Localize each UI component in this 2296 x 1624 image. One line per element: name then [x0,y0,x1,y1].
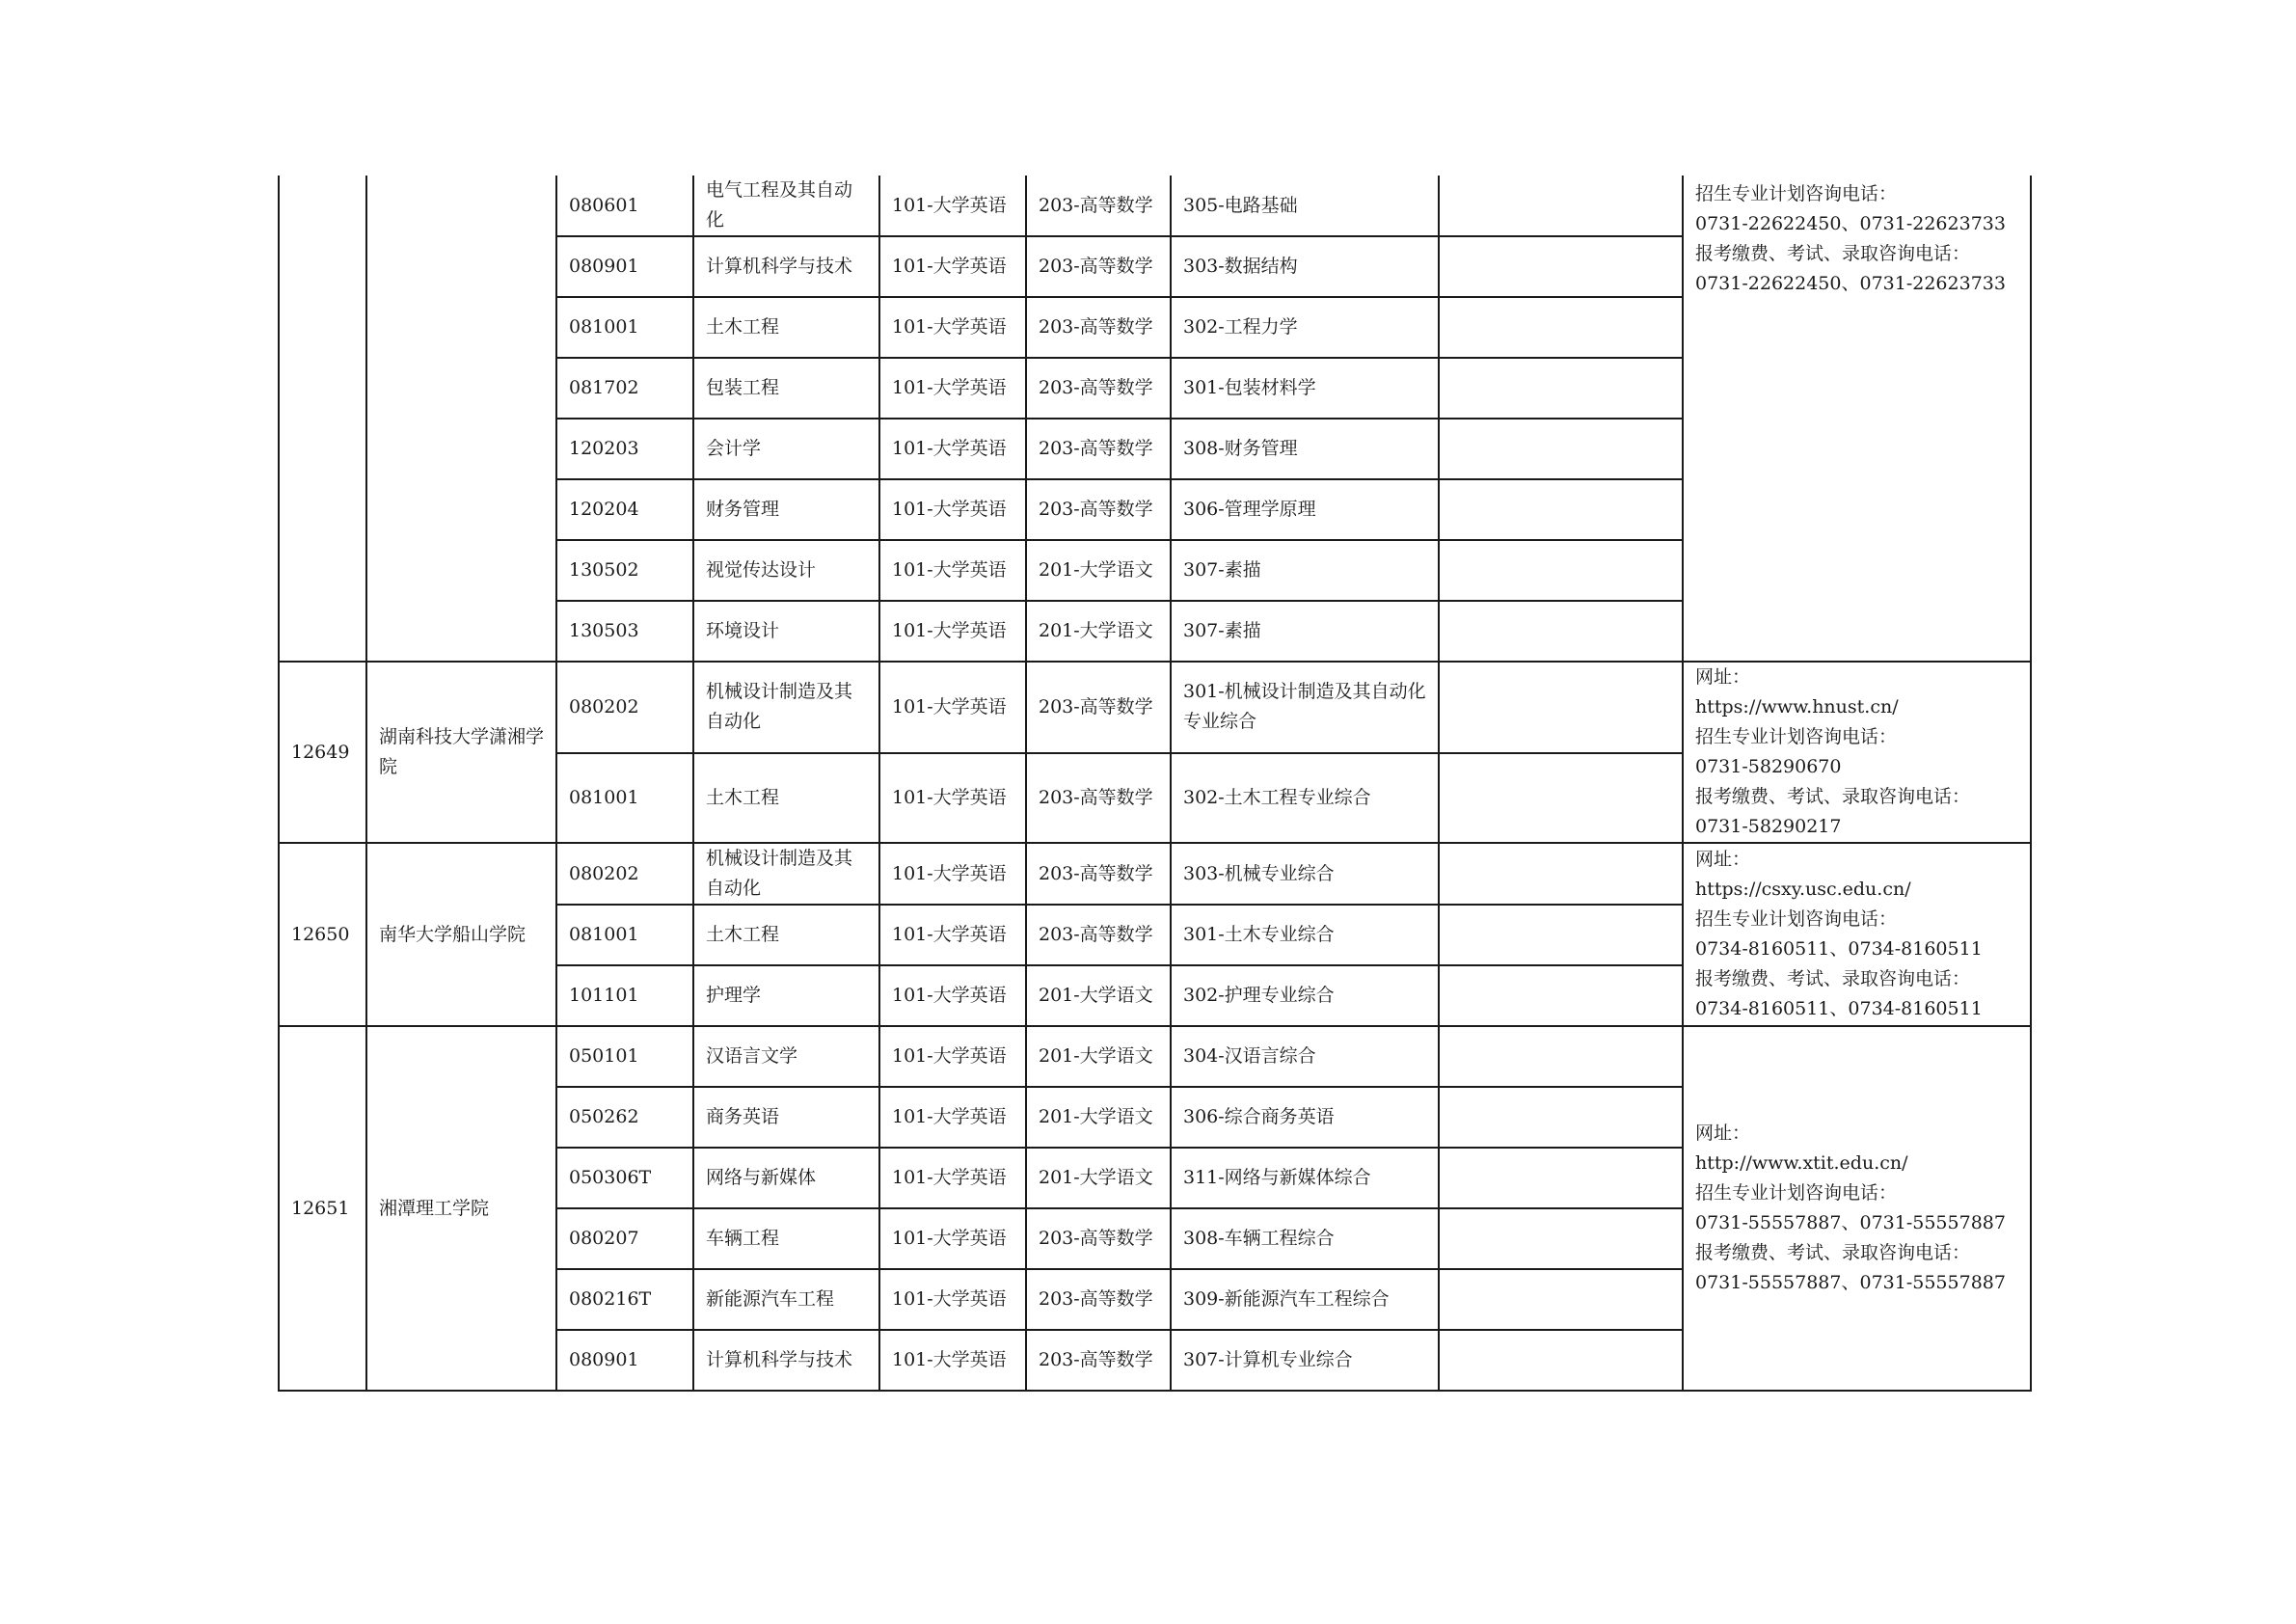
admissions-table [278,176,2032,1392]
subject2-cell: 203-高等数学 [1026,176,1171,236]
major-name-cell: 土木工程 [693,297,879,358]
subject3-cell: 306-管理学原理 [1171,479,1439,540]
major-code-cell: 081702 [556,358,693,419]
major-code-cell: 080601 [556,176,693,236]
subject2-cell: 203-高等数学 [1026,1330,1171,1391]
major-code-cell: 120203 [556,419,693,479]
major-code-cell: 080901 [556,236,693,297]
subject1-cell: 101-大学英语 [879,662,1026,753]
table-row [279,843,2031,905]
major-name-cell: 商务英语 [693,1087,879,1148]
subject2-cell: 201-大学语文 [1026,540,1171,601]
contact-info-line: 网址： [1695,849,1751,870]
note-cell [1439,905,1683,965]
major-code-cell: 080202 [556,662,693,753]
contact-info-line: 0731-58290670 [1695,756,1842,777]
subject3-cell: 301-包装材料学 [1171,358,1439,419]
note-cell [1439,1087,1683,1148]
subject2-cell: 203-高等数学 [1026,419,1171,479]
subject3-cell: 302-护理专业综合 [1171,965,1439,1026]
subject2-cell: 203-高等数学 [1026,358,1171,419]
note-cell [1439,843,1683,905]
subject3-cell: 301-土木专业综合 [1171,905,1439,965]
subject3-cell: 302-土木工程专业综合 [1171,753,1439,843]
contact-info-line: 0731-22622450、0731-22623733 [1695,213,2006,234]
contact-info-line: 0734-8160511、0734-8160511 [1695,998,1983,1019]
subject2-cell: 201-大学语文 [1026,1087,1171,1148]
contact-info [1683,176,2031,662]
school-code [279,176,366,662]
major-name-cell: 机械设计制造及其自动化 [693,843,879,905]
subject1-cell: 101-大学英语 [879,419,1026,479]
subject3-cell: 308-车辆工程综合 [1171,1208,1439,1269]
subject1-cell: 101-大学英语 [879,479,1026,540]
major-code-cell: 081001 [556,297,693,358]
major-name-cell: 计算机科学与技术 [693,236,879,297]
note-cell [1439,479,1683,540]
subject3-cell: 308-财务管理 [1171,419,1439,479]
major-code-cell: 130502 [556,540,693,601]
subject1-cell: 101-大学英语 [879,1330,1026,1391]
contact-info-line: 0731-58290217 [1695,816,1842,837]
subject2-cell: 203-高等数学 [1026,479,1171,540]
subject2-cell: 203-高等数学 [1026,1269,1171,1330]
note-cell [1439,236,1683,297]
subject2-cell: 201-大学语文 [1026,601,1171,662]
subject3-cell: 301-机械设计制造及其自动化专业综合 [1171,662,1439,753]
subject1-cell: 101-大学英语 [879,843,1026,905]
major-name-cell: 土木工程 [693,905,879,965]
subject3-cell: 303-机械专业综合 [1171,843,1439,905]
note-cell [1439,358,1683,419]
subject1-cell: 101-大学英语 [879,358,1026,419]
school-code: 12651 [279,1026,366,1391]
major-name-cell: 财务管理 [693,479,879,540]
table-row [279,176,2031,236]
contact-info-line: 0731-22622450、0731-22623733 [1695,273,2006,294]
school-code: 12650 [279,843,366,1026]
major-name-cell: 护理学 [693,965,879,1026]
contact-info-line: 招生专业计划咨询电话： [1695,726,1898,747]
contact-info-line: 0731-55557887、0731-55557887 [1695,1212,2006,1233]
note-cell [1439,1269,1683,1330]
school-name: 南华大学船山学院 [366,843,556,1026]
school-name [366,176,556,662]
contact-info-line: 招生专业计划咨询电话： [1695,908,1898,930]
subject3-cell: 306-综合商务英语 [1171,1087,1439,1148]
contact-info [1683,662,2031,843]
major-code-cell: 101101 [556,965,693,1026]
note-cell [1439,753,1683,843]
major-name-cell: 新能源汽车工程 [693,1269,879,1330]
subject2-cell: 203-高等数学 [1026,753,1171,843]
major-code-cell: 081001 [556,753,693,843]
major-code-cell: 080901 [556,1330,693,1391]
contact-info-line: https://www.hnust.cn/ [1695,696,1899,717]
note-cell [1439,1026,1683,1087]
major-code-cell: 050262 [556,1087,693,1148]
contact-info [1683,843,2031,1026]
subject3-cell: 303-数据结构 [1171,236,1439,297]
major-name-cell: 会计学 [693,419,879,479]
contact-info-line: 招生专业计划咨询电话： [1695,1182,1898,1204]
school-name: 湖南科技大学潇湘学院 [366,662,556,843]
major-name-cell: 环境设计 [693,601,879,662]
subject2-cell: 201-大学语文 [1026,1148,1171,1208]
note-cell [1439,540,1683,601]
subject2-cell: 203-高等数学 [1026,843,1171,905]
contact-info-line: 报考缴费、考试、录取咨询电话： [1695,1242,1971,1263]
subject3-cell: 307-素描 [1171,601,1439,662]
subject3-cell: 309-新能源汽车工程综合 [1171,1269,1439,1330]
note-cell [1439,965,1683,1026]
note-cell [1439,176,1683,236]
contact-info-line: 0734-8160511、0734-8160511 [1695,938,1983,960]
school-code: 12649 [279,662,366,843]
contact-info [1683,1026,2031,1391]
note-cell [1439,1330,1683,1391]
subject3-cell: 311-网络与新媒体综合 [1171,1148,1439,1208]
contact-info-line: https://csxy.usc.edu.cn/ [1695,879,1911,900]
major-name-cell: 机械设计制造及其自动化 [693,662,879,753]
subject1-cell: 101-大学英语 [879,753,1026,843]
subject3-cell: 302-工程力学 [1171,297,1439,358]
subject2-cell: 203-高等数学 [1026,662,1171,753]
school-name: 湘潭理工学院 [366,1026,556,1391]
subject1-cell: 101-大学英语 [879,1269,1026,1330]
subject1-cell: 101-大学英语 [879,1087,1026,1148]
table-body [279,176,2031,1391]
table-row [279,662,2031,753]
major-name-cell: 视觉传达设计 [693,540,879,601]
contact-info-line: 报考缴费、考试、录取咨询电话： [1695,786,1971,807]
major-code-cell: 130503 [556,601,693,662]
subject1-cell: 101-大学英语 [879,540,1026,601]
subject2-cell: 201-大学语文 [1026,1026,1171,1087]
contact-info-line: 招生专业计划咨询电话： [1695,183,1898,204]
subject1-cell: 101-大学英语 [879,176,1026,236]
major-name-cell: 车辆工程 [693,1208,879,1269]
major-code-cell: 080207 [556,1208,693,1269]
contact-info-line: 网址： [1695,666,1751,688]
subject2-cell: 201-大学语文 [1026,965,1171,1026]
contact-info-line: 网址： [1695,1123,1751,1144]
subject1-cell: 101-大学英语 [879,965,1026,1026]
major-name-cell: 网络与新媒体 [693,1148,879,1208]
major-name-cell: 汉语言文学 [693,1026,879,1087]
note-cell [1439,662,1683,753]
subject3-cell: 304-汉语言综合 [1171,1026,1439,1087]
subject2-cell: 203-高等数学 [1026,297,1171,358]
major-name-cell: 包装工程 [693,358,879,419]
subject2-cell: 203-高等数学 [1026,905,1171,965]
subject1-cell: 101-大学英语 [879,1026,1026,1087]
major-code-cell: 080202 [556,843,693,905]
subject1-cell: 101-大学英语 [879,1208,1026,1269]
subject3-cell: 305-电路基础 [1171,176,1439,236]
major-code-cell: 050306T [556,1148,693,1208]
major-name-cell: 土木工程 [693,753,879,843]
subject1-cell: 101-大学英语 [879,297,1026,358]
note-cell [1439,419,1683,479]
major-code-cell: 080216T [556,1269,693,1330]
note-cell [1439,1148,1683,1208]
note-cell [1439,601,1683,662]
major-code-cell: 081001 [556,905,693,965]
subject1-cell: 101-大学英语 [879,601,1026,662]
major-name-cell: 电气工程及其自动化 [693,176,879,236]
subject3-cell: 307-素描 [1171,540,1439,601]
subject2-cell: 203-高等数学 [1026,1208,1171,1269]
note-cell [1439,297,1683,358]
subject1-cell: 101-大学英语 [879,236,1026,297]
contact-info-line: http://www.xtit.edu.cn/ [1695,1152,1908,1174]
subject1-cell: 101-大学英语 [879,905,1026,965]
subject1-cell: 101-大学英语 [879,1148,1026,1208]
contact-info-line: 报考缴费、考试、录取咨询电话： [1695,243,1971,264]
major-name-cell: 计算机科学与技术 [693,1330,879,1391]
subject3-cell: 307-计算机专业综合 [1171,1330,1439,1391]
major-code-cell: 050101 [556,1026,693,1087]
contact-info-line: 报考缴费、考试、录取咨询电话： [1695,968,1971,989]
subject2-cell: 203-高等数学 [1026,236,1171,297]
major-code-cell: 120204 [556,479,693,540]
table-row [279,1026,2031,1087]
note-cell [1439,1208,1683,1269]
contact-info-line: 0731-55557887、0731-55557887 [1695,1272,2006,1293]
